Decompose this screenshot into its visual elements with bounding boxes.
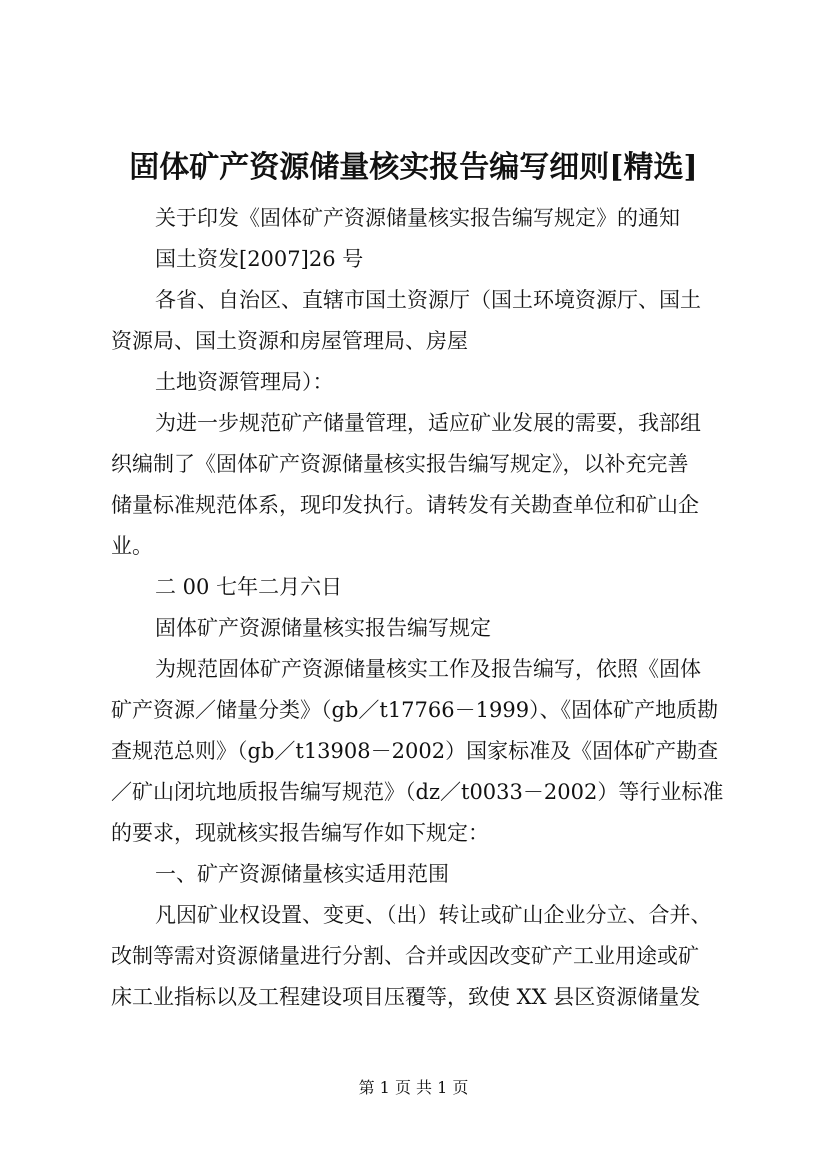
text-line: 为进一步规范矿产储量管理，适应矿业发展的需要，我部组 bbox=[155, 411, 701, 435]
text-line: 织编制了《固体矿产资源储量核实报告编写规定》，以补充完善 bbox=[111, 452, 689, 476]
text-line: 的要求，现就核实报告编写作如下规定： bbox=[111, 821, 489, 845]
text-line: 国土资发[2007]26 号 bbox=[155, 247, 364, 271]
document-title: 固体矿产资源储量核实报告编写细则[精选] bbox=[129, 150, 698, 185]
page-footer: 第 1 页 共 1 页 bbox=[358, 1078, 469, 1097]
text-line: 业。 bbox=[111, 534, 153, 558]
text-line: 储量标准规范体系，现印发执行。请转发有关勘查单位和矿山企 bbox=[111, 493, 699, 517]
text-line: ／矿山闭坑地质报告编写规范》（dz／t0033－2002）等行业标准 bbox=[111, 780, 723, 804]
text-line: 固体矿产资源储量核实报告编写规定 bbox=[155, 616, 491, 640]
text-line: 改制等需对资源储量进行分割、合并或因改变矿产工业用途或矿 bbox=[111, 944, 699, 968]
text-line: 为规范固体矿产资源储量核实工作及报告编写，依照《固体 bbox=[155, 657, 701, 681]
document-body bbox=[111, 198, 723, 1018]
text-line: 土地资源管理局）： bbox=[155, 370, 334, 394]
text-line: 查规范总则》（gb／t13908－2002）国家标准及《固体矿产勘查 bbox=[111, 739, 719, 763]
text-line: 一、矿产资源储量核实适用范围 bbox=[155, 862, 449, 886]
text-line: 资源局、国土资源和房屋管理局、房屋 bbox=[111, 329, 468, 353]
text-line: 床工业指标以及工程建设项目压覆等，致使 XX 县区资源储量发 bbox=[111, 985, 701, 1009]
text-line: 凡因矿业权设置、变更、（出）转让或矿山企业分立、合并、 bbox=[155, 903, 712, 927]
text-line: 各省、自治区、直辖市国土资源厅（国土环境资源厅、国土 bbox=[155, 288, 701, 312]
text-line: 二 00 七年二月六日 bbox=[155, 575, 343, 599]
text-line: 矿产资源／储量分类》（gb／t17766－1999）、《固体矿产地质勘 bbox=[111, 698, 719, 722]
text-line: 关于印发《固体矿产资源储量核实报告编写规定》的通知 bbox=[155, 206, 680, 230]
